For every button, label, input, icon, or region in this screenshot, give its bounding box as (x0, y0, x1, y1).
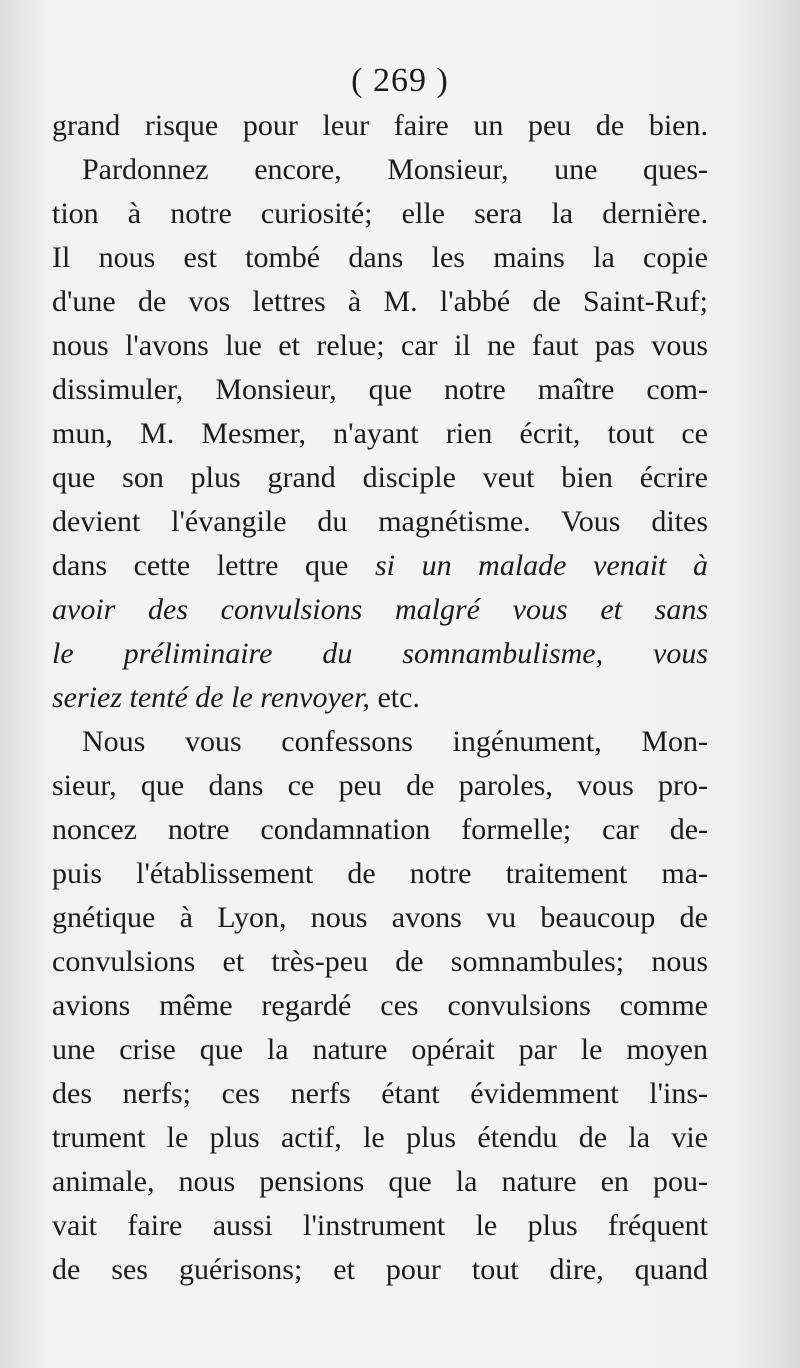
text-line-content: Il nous est tombé dans les mains la copie (52, 241, 708, 274)
text-line (52, 280, 708, 324)
text-line (52, 1028, 708, 1072)
text-line-content: le préliminaire du somnambulisme, vous (52, 637, 708, 670)
text-line (52, 1248, 708, 1292)
text-line (52, 368, 708, 412)
text-line-content: convulsions et très-peu de somnambules; nous (52, 945, 708, 978)
text-line (52, 456, 708, 500)
text-line-content: noncez notre condamnation formelle; car de- (52, 813, 708, 846)
text-line (52, 500, 708, 544)
text-line (52, 808, 708, 852)
text-line-content: vait faire aussi l'instrument le plus fréquent (52, 1209, 708, 1242)
text-line (52, 1072, 708, 1116)
text-line (52, 324, 708, 368)
text-line-content: puis l'établissement de notre traitement ma- (52, 857, 708, 890)
text-line (52, 1204, 708, 1248)
text-line (52, 412, 708, 456)
text-line (52, 192, 708, 236)
text-line (52, 940, 708, 984)
text-line (52, 1116, 708, 1160)
text-line (52, 544, 708, 588)
plain-segment: etc. (377, 681, 420, 714)
text-line (52, 984, 708, 1028)
text-line-content: dissimuler, Monsieur, que notre maître com- (52, 373, 708, 406)
page-body-text (52, 104, 708, 1292)
text-line-content: que son plus grand disciple veut bien écrire (52, 461, 708, 494)
text-line-content: tion à notre curiosité; elle sera la dernière. (52, 197, 708, 230)
text-line (52, 632, 708, 676)
text-line-content: de ses guérisons; et pour tout dire, quand (52, 1253, 708, 1286)
text-line-content: seriez tenté de le renvoyer, (52, 681, 370, 714)
text-line (52, 676, 708, 720)
text-line-content: devient l'évangile du magnétisme. Vous dites (52, 505, 708, 538)
text-line-content: avions même regardé ces convulsions comme (52, 989, 708, 1022)
text-line-content: Pardonnez encore, Monsieur, une ques- (82, 153, 708, 186)
text-line (52, 896, 708, 940)
text-line-content: des nerfs; ces nerfs étant évidemment l'ins- (52, 1077, 708, 1110)
text-line-content: grand risque pour leur faire un peu de bien. (52, 109, 708, 142)
text-line (52, 1160, 708, 1204)
text-line-content: d'une de vos lettres à M. l'abbé de Saint-Ruf; (52, 285, 708, 318)
page-number-header: ( 269 ) (351, 62, 449, 99)
text-line-content: Nous vous confessons ingénument, Mon- (82, 725, 708, 758)
text-line (52, 720, 708, 764)
text-line-content: avoir des convulsions malgré vous et sans (52, 593, 708, 626)
text-line-content: sieur, que dans ce peu de paroles, vous pro- (52, 769, 708, 802)
text-line-content: une crise que la nature opérait par le moyen (52, 1033, 708, 1066)
text-line (52, 236, 708, 280)
text-line (52, 148, 708, 192)
text-line (52, 764, 708, 808)
text-line-content: mun, M. Mesmer, n'ayant rien écrit, tout ce (52, 417, 708, 450)
text-line-content: animale, nous pensions que la nature en pou- (52, 1165, 708, 1198)
text-line (52, 588, 708, 632)
text-line-content: gnétique à Lyon, nous avons vu beaucoup de (52, 901, 708, 934)
text-line (52, 104, 708, 148)
text-line-content: dans cette lettre que (52, 549, 349, 582)
text-line (52, 852, 708, 896)
text-line-content: trument le plus actif, le plus étendu de la vie (52, 1121, 708, 1154)
text-line-content: nous l'avons lue et relue; car il ne faut pas vous (52, 329, 708, 362)
italic-segment: si un malade venait à (374, 549, 708, 582)
